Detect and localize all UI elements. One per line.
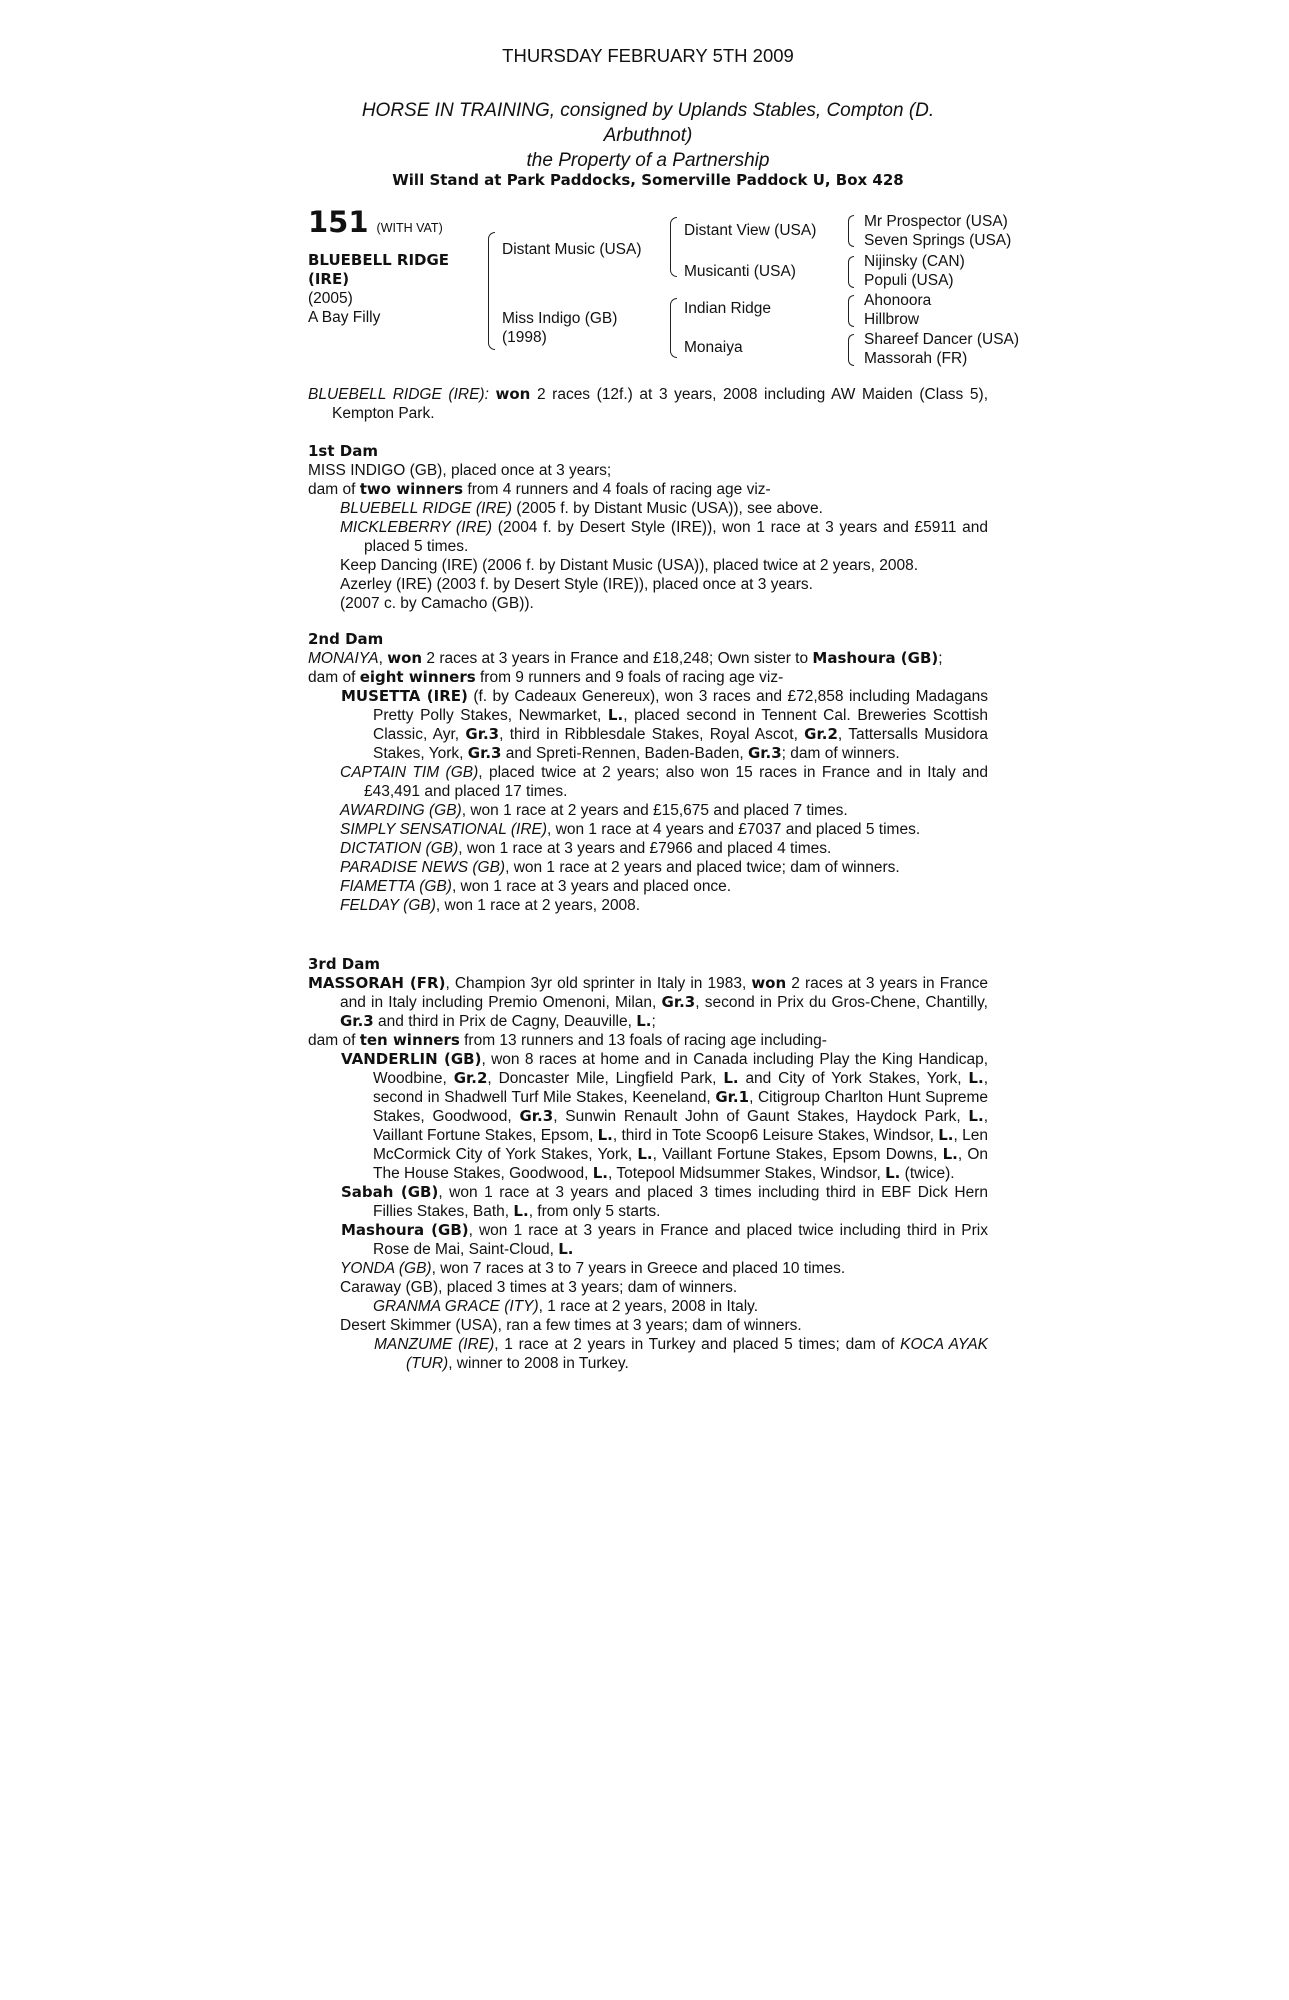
pedigree-sire: Distant Music (USA) bbox=[502, 241, 642, 258]
pedigree-brace bbox=[848, 256, 854, 288]
text: , Vaillant Fortune Stakes, Epsom Downs, bbox=[652, 1146, 943, 1163]
progeny-name: SIMPLY SENSATIONAL (IRE) bbox=[340, 821, 548, 838]
progeny-entry bbox=[308, 518, 988, 556]
progeny-text: (2005 f. by Distant Music (USA)), see above. bbox=[512, 500, 823, 517]
progeny-text: (2004 f. by Desert Style (IRE)), won 1 race at 3 years and £5911 and placed 5 times. bbox=[364, 519, 988, 555]
progeny-entry bbox=[308, 896, 988, 915]
dam-of-line bbox=[308, 480, 988, 499]
summary-text: 2 races (12f.) at 3 years, 2008 including AW Maiden (Class 5), Kempton Park. bbox=[332, 386, 988, 422]
grade-label: L. bbox=[558, 1240, 574, 1258]
pedigree-brace bbox=[848, 295, 854, 327]
dam-line: MISS INDIGO (GB), placed once at 3 years; bbox=[308, 462, 612, 479]
grade-label: Gr.3 bbox=[747, 744, 782, 762]
text: , bbox=[378, 650, 388, 667]
won-label: won bbox=[495, 385, 531, 403]
grade-label: Gr.2 bbox=[453, 1069, 488, 1087]
progeny-name: GRANMA GRACE (ITY) bbox=[373, 1298, 539, 1315]
progeny-name: Sabah (GB) bbox=[341, 1183, 439, 1201]
grade-label: Gr.3 bbox=[465, 725, 500, 743]
pedigree-g5: Ahonoora bbox=[864, 292, 932, 309]
progeny-text: , won 1 race at 4 years and £7037 and placed 5 times. bbox=[547, 821, 921, 838]
pedigree-dam-year: (1998) bbox=[502, 329, 547, 346]
dam-line bbox=[308, 649, 988, 668]
pedigree-g8: Massorah (FR) bbox=[864, 350, 968, 367]
progeny-entry bbox=[308, 1050, 988, 1183]
pedigree-g6: Hillbrow bbox=[864, 311, 920, 328]
progeny-name: FIAMETTA (GB) bbox=[340, 878, 452, 895]
text: from 13 runners and 13 foals of racing age including- bbox=[459, 1032, 827, 1049]
text: from 4 runners and 4 foals of racing age viz- bbox=[463, 481, 771, 498]
winners-count: ten winners bbox=[359, 1031, 460, 1049]
text: (twice). bbox=[900, 1165, 955, 1182]
progeny-entry: Keep Dancing (IRE) (2006 f. by Distant Music (USA)), placed twice at 2 years, 2008. bbox=[340, 557, 919, 574]
pedigree-sire-dam: Musicanti (USA) bbox=[684, 263, 796, 280]
dam-line bbox=[308, 974, 988, 1031]
text: ; bbox=[651, 1013, 656, 1030]
section-heading: 2nd Dam bbox=[308, 630, 384, 648]
progeny-text: , placed twice at 2 years; also won 15 races in France and in Italy and £43,491 and placed 17 times. bbox=[364, 764, 989, 800]
section-heading: 3rd Dam bbox=[308, 955, 380, 973]
second-dam-section bbox=[308, 630, 988, 915]
text: , 1 race at 2 years in Turkey and placed 5 times; dam of bbox=[494, 1336, 901, 1353]
text: , second in Shadwell Turf Mile Stakes, Keeneland, bbox=[373, 1070, 988, 1106]
progeny-name: MANZUME (IRE) bbox=[374, 1336, 495, 1353]
progeny-entry bbox=[308, 877, 988, 896]
text: , Champion 3yr old sprinter in Italy in 1983, bbox=[445, 975, 752, 992]
progeny-name: MICKLEBERRY (IRE) bbox=[340, 519, 493, 536]
progeny-entry bbox=[308, 499, 988, 518]
progeny-name: YONDA (GB) bbox=[340, 1260, 432, 1277]
progeny-entry: Caraway (GB), placed 3 times at 3 years; dam of winners. bbox=[340, 1279, 738, 1296]
text: (f. by Cadeaux Genereux), won 3 races and £72,858 including Madagans Pretty Polly Stakes, Newmarket, bbox=[373, 688, 988, 724]
progeny-name: VANDERLIN (GB) bbox=[341, 1050, 482, 1068]
text: , Vaillant Fortune Stakes, Epsom, bbox=[373, 1108, 988, 1144]
first-dam-section bbox=[308, 442, 988, 613]
progeny-entry bbox=[308, 1259, 988, 1278]
progeny-entry bbox=[308, 1183, 988, 1221]
grade-label: L. bbox=[637, 1145, 653, 1163]
pedigree-dam: Miss Indigo (GB) bbox=[502, 310, 618, 327]
text: , winner to 2008 in Turkey. bbox=[448, 1355, 629, 1372]
grade-label: L. bbox=[968, 1107, 984, 1125]
text: , won 1 race at 3 years and placed 3 times including third in EBF Dick Hern Fillies Stakes, Bath, bbox=[373, 1184, 988, 1220]
sale-date: THURSDAY FEBRUARY 5TH 2009 bbox=[502, 45, 794, 66]
pedigree-dam-sire: Indian Ridge bbox=[684, 300, 772, 317]
text: , Len McCormick City of York Stakes, York, bbox=[373, 1127, 988, 1163]
dam-name: MASSORAH (FR) bbox=[308, 974, 446, 992]
grade-label: L. bbox=[968, 1069, 984, 1087]
progeny-text: , won 1 race at 2 years, 2008. bbox=[435, 897, 641, 914]
lot-header bbox=[308, 205, 443, 239]
vat-note: (WITH VAT) bbox=[376, 221, 443, 235]
text: and City of York Stakes, York, bbox=[738, 1070, 969, 1087]
progeny-name: PARADISE NEWS (GB) bbox=[340, 859, 506, 876]
text: , Tattersalls Musidora Stakes, York, bbox=[373, 726, 989, 762]
text: , Sunwin Renault John of Gaunt Stakes, Haydock Park, bbox=[553, 1108, 969, 1125]
progeny-name: CAPTAIN TIM (GB) bbox=[340, 764, 479, 781]
progeny-name: DICTATION (GB) bbox=[340, 840, 459, 857]
text: , third in Ribblesdale Stakes, Royal Ascot, bbox=[499, 726, 805, 743]
text: ; bbox=[938, 650, 943, 667]
pedigree-sire-sire: Distant View (USA) bbox=[684, 222, 817, 239]
text: , Totepool Midsummer Stakes, Windsor, bbox=[607, 1165, 886, 1182]
progeny-text: , 1 race at 2 years, 2008 in Italy. bbox=[538, 1298, 759, 1315]
pedigree-brace bbox=[848, 215, 854, 247]
consignment-line: HORSE IN TRAINING, consigned by Uplands Stables, Compton (D. bbox=[361, 100, 935, 121]
text: and third in Prix de Cagny, Deauville, bbox=[373, 1013, 637, 1030]
third-dam-section bbox=[308, 955, 988, 1373]
text: , third in Tote Scoop6 Leisure Stakes, Windsor, bbox=[612, 1127, 939, 1144]
grade-label: Gr.3 bbox=[519, 1107, 554, 1125]
text: , second in Prix du Gros-Chene, Chantilly, bbox=[695, 994, 988, 1011]
grade-label: L. bbox=[592, 1164, 608, 1182]
progeny-entry: Azerley (IRE) (2003 f. by Desert Style (IRE)), placed once at 3 years. bbox=[340, 576, 813, 593]
progeny-name: Mashoura (GB) bbox=[341, 1221, 469, 1239]
pedigree-g2: Seven Springs (USA) bbox=[864, 232, 1012, 249]
pedigree-brace bbox=[670, 298, 677, 358]
pedigree-dam-dam: Monaiya bbox=[684, 339, 743, 356]
progeny-text: , won 1 race at 2 years and £15,675 and placed 7 times. bbox=[461, 802, 848, 819]
grand-progeny-entry bbox=[308, 1297, 988, 1316]
pedigree-g3: Nijinsky (CAN) bbox=[864, 253, 965, 270]
horse-details bbox=[308, 251, 478, 327]
grade-label: L. bbox=[597, 1126, 613, 1144]
won-label: won bbox=[751, 974, 787, 992]
grade-label: Gr.3 bbox=[661, 993, 696, 1011]
grade-label: Gr.3 bbox=[467, 744, 502, 762]
progeny-name: BLUEBELL RIDGE (IRE) bbox=[340, 500, 512, 517]
race-summary bbox=[308, 385, 988, 423]
text: , On The House Stakes, Goodwood, bbox=[373, 1146, 988, 1182]
progeny-name: KOCA AYAK (TUR) bbox=[406, 1336, 988, 1372]
property-line: the Property of a Partnership bbox=[526, 150, 770, 171]
consignment-line: Arbuthnot) bbox=[603, 125, 693, 146]
progeny-text: , won 1 race at 3 years and placed once. bbox=[451, 878, 732, 895]
pedigree-brace bbox=[848, 334, 854, 366]
progeny-name: AWARDING (GB) bbox=[340, 802, 462, 819]
grade-label: L. bbox=[942, 1145, 958, 1163]
progeny-entry bbox=[308, 1221, 988, 1259]
grade-label: Gr.2 bbox=[804, 725, 838, 743]
grand-progeny-entry bbox=[308, 1335, 988, 1373]
dam-of-line bbox=[308, 1031, 988, 1050]
summary-colon: : bbox=[484, 386, 489, 403]
summary-horse: BLUEBELL RIDGE (IRE) bbox=[308, 386, 485, 403]
text: , won 1 race at 3 years in France and placed twice including third in Prix Rose de Mai, Saint-Cloud, bbox=[373, 1222, 988, 1258]
grade-label: L. bbox=[938, 1126, 954, 1144]
progeny-entry bbox=[308, 763, 988, 801]
sister-name: Mashoura (GB) bbox=[812, 649, 939, 667]
grade-label: Gr.1 bbox=[715, 1088, 750, 1106]
progeny-entry: Desert Skimmer (USA), ran a few times at 3 years; dam of winners. bbox=[340, 1317, 802, 1334]
progeny-entry bbox=[308, 687, 988, 763]
text: dam of bbox=[308, 669, 360, 686]
pedigree-g4: Populi (USA) bbox=[864, 272, 954, 289]
progeny-name: FELDAY (GB) bbox=[340, 897, 436, 914]
pedigree-g7: Shareef Dancer (USA) bbox=[864, 331, 1020, 348]
consignment bbox=[338, 98, 958, 173]
foaling-year: (2005) bbox=[308, 290, 353, 307]
progeny-name: MUSETTA (IRE) bbox=[341, 687, 468, 705]
grade-label: L. bbox=[636, 1012, 652, 1030]
progeny-entry bbox=[308, 801, 988, 820]
winners-count: eight winners bbox=[359, 668, 476, 686]
progeny-text: , won 1 race at 3 years and £7966 and placed 4 times. bbox=[458, 840, 832, 857]
won-label: won bbox=[387, 649, 423, 667]
text: and Spreti-Rennen, Baden-Baden, bbox=[501, 745, 748, 762]
pedigree-brace bbox=[488, 232, 495, 350]
text: from 9 runners and 9 foals of racing age viz- bbox=[475, 669, 784, 686]
grade-label: L. bbox=[885, 1164, 901, 1182]
grade-label: Gr.3 bbox=[340, 1012, 374, 1030]
text: , won 8 races at home and in Canada including Play the King Handicap, Woodbine, bbox=[373, 1051, 989, 1087]
winners-count: two winners bbox=[359, 480, 464, 498]
text: ; dam of winners. bbox=[781, 745, 900, 762]
stand-location: Will Stand at Park Paddocks, Somerville Paddock U, Box 428 bbox=[392, 171, 904, 189]
text: , Citigroup Charlton Hunt Supreme Stakes, Goodwood, bbox=[373, 1089, 988, 1125]
grade-label: L. bbox=[607, 706, 624, 724]
lot-number: 151 bbox=[308, 205, 369, 239]
section-heading: 1st Dam bbox=[308, 442, 378, 460]
progeny-text: , won 1 race at 2 years and placed twice; dam of winners. bbox=[505, 859, 900, 876]
grade-label: L. bbox=[723, 1069, 739, 1087]
text: 2 races at 3 years in France and in Italy including Premio Omenoni, Milan, bbox=[340, 975, 988, 1011]
progeny-entry bbox=[308, 858, 988, 877]
progeny-text: , won 7 races at 3 to 7 years in Greece and placed 10 times. bbox=[431, 1260, 846, 1277]
text: 2 races at 3 years in France and £18,248; Own sister to bbox=[422, 650, 813, 667]
horse-name: (IRE) bbox=[308, 270, 350, 288]
text: dam of bbox=[308, 481, 360, 498]
pedigree-g1: Mr Prospector (USA) bbox=[864, 213, 1008, 230]
text: , placed second in Tennent Cal. Breweries Scottish Classic, Ayr, bbox=[373, 707, 988, 743]
dam-of-line bbox=[308, 668, 988, 687]
text: dam of bbox=[308, 1032, 360, 1049]
progeny-entry bbox=[308, 820, 988, 839]
grade-label: L. bbox=[513, 1202, 529, 1220]
progeny-entry: (2007 c. by Camacho (GB)). bbox=[340, 595, 534, 612]
dam-name: MONAIYA bbox=[308, 650, 379, 667]
text: , Doncaster Mile, Lingfield Park, bbox=[487, 1070, 724, 1087]
pedigree-brace bbox=[670, 217, 677, 277]
horse-name: BLUEBELL RIDGE bbox=[308, 251, 450, 269]
horse-description: A Bay Filly bbox=[308, 309, 381, 326]
text: , from only 5 starts. bbox=[528, 1203, 661, 1220]
progeny-entry bbox=[308, 839, 988, 858]
